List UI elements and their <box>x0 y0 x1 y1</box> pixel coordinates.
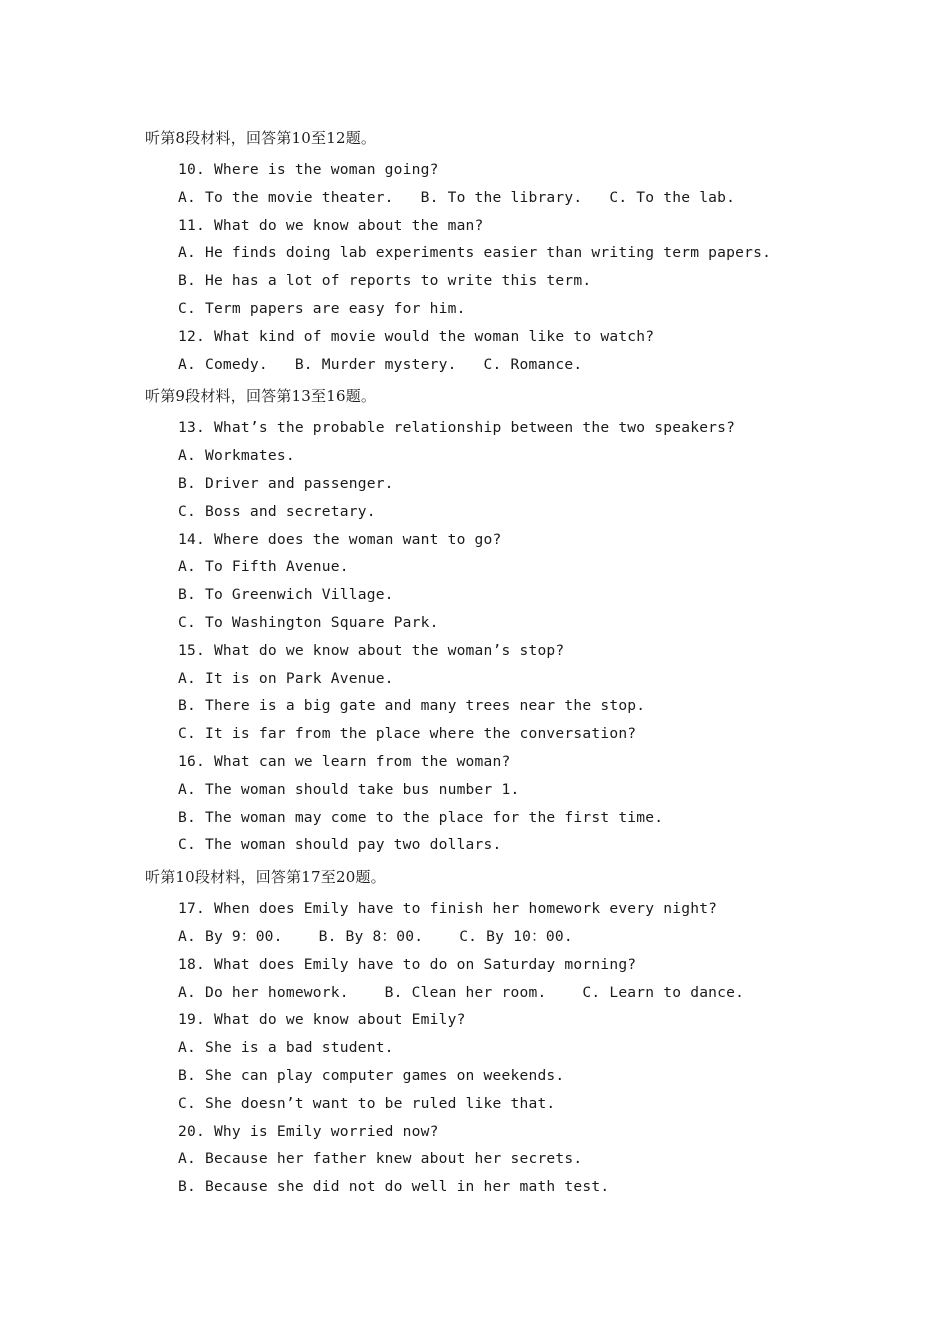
question-line: 11. What do we know about the man? <box>178 216 484 234</box>
question-line: 20. Why is Emily worried now? <box>178 1122 439 1140</box>
option-line: B. The woman may come to the place for the first time. <box>178 808 664 826</box>
question-line: 18. What does Emily have to do on Saturday morning? <box>178 955 637 973</box>
section-heading: 听第9段材料，回答第13至16题。 <box>145 387 377 406</box>
question-line: 19. What do we know about Emily? <box>178 1011 466 1029</box>
option-line: A. By 9：00. B. By 8：00. C. By 10：00. <box>178 927 573 945</box>
option-line: A. It is on Park Avenue. <box>178 669 394 687</box>
option-line: C. Boss and secretary. <box>178 502 376 520</box>
option-line: A. She is a bad student. <box>178 1039 394 1057</box>
option-line: C. It is far from the place where the conversation? <box>178 725 637 743</box>
question-line: 16. What can we learn from the woman? <box>178 752 511 770</box>
option-line: C. She doesn’t want to be ruled like that. <box>178 1094 556 1112</box>
document-page <box>0 120 950 1201</box>
question-line: 13. What’s the probable relationship between the two speakers? <box>178 419 736 437</box>
option-line: B. Driver and passenger. <box>178 474 394 492</box>
option-line: A. To Fifth Avenue. <box>178 558 349 576</box>
option-line: A. Workmates. <box>178 447 295 465</box>
question-line: 14. Where does the woman want to go? <box>178 530 502 548</box>
question-line: 10. Where is the woman going? <box>178 161 439 178</box>
option-line: A. The woman should take bus number 1. <box>178 780 520 798</box>
option-line: B. He has a lot of reports to write this term. <box>178 272 592 290</box>
section-heading: 听第10段材料，回答第17至20题。 <box>145 868 386 887</box>
question-line: 17. When does Emily have to finish her homework every night? <box>178 900 718 918</box>
question-line: 15. What do we know about the woman’s stop? <box>178 641 565 659</box>
option-line: A. Do her homework. B. Clean her room. C. Learn to dance. <box>178 983 745 1001</box>
option-line: B. To Greenwich Village. <box>178 586 394 604</box>
option-line: A. To the movie theater. B. To the library. C. To the lab. <box>178 188 736 206</box>
option-line: C. To Washington Square Park. <box>178 613 439 631</box>
option-line: A. He finds doing lab experiments easier than writing term papers. <box>178 244 772 262</box>
option-line: A. Because her father knew about her secrets. <box>178 1150 583 1168</box>
option-line: C. Term papers are easy for him. <box>178 299 466 317</box>
option-line: A. Comedy. B. Murder mystery. C. Romance. <box>178 355 583 373</box>
section-heading: 听第8段材料，回答第10至12题。 <box>145 129 377 147</box>
option-line: B. Because she did not do well in her math test. <box>178 1178 610 1196</box>
option-line: C. The woman should pay two dollars. <box>178 836 502 854</box>
question-line: 12. What kind of movie would the woman like to watch? <box>178 327 655 345</box>
option-line: B. There is a big gate and many trees near the stop. <box>178 697 646 715</box>
option-line: B. She can play computer games on weekends. <box>178 1066 565 1084</box>
